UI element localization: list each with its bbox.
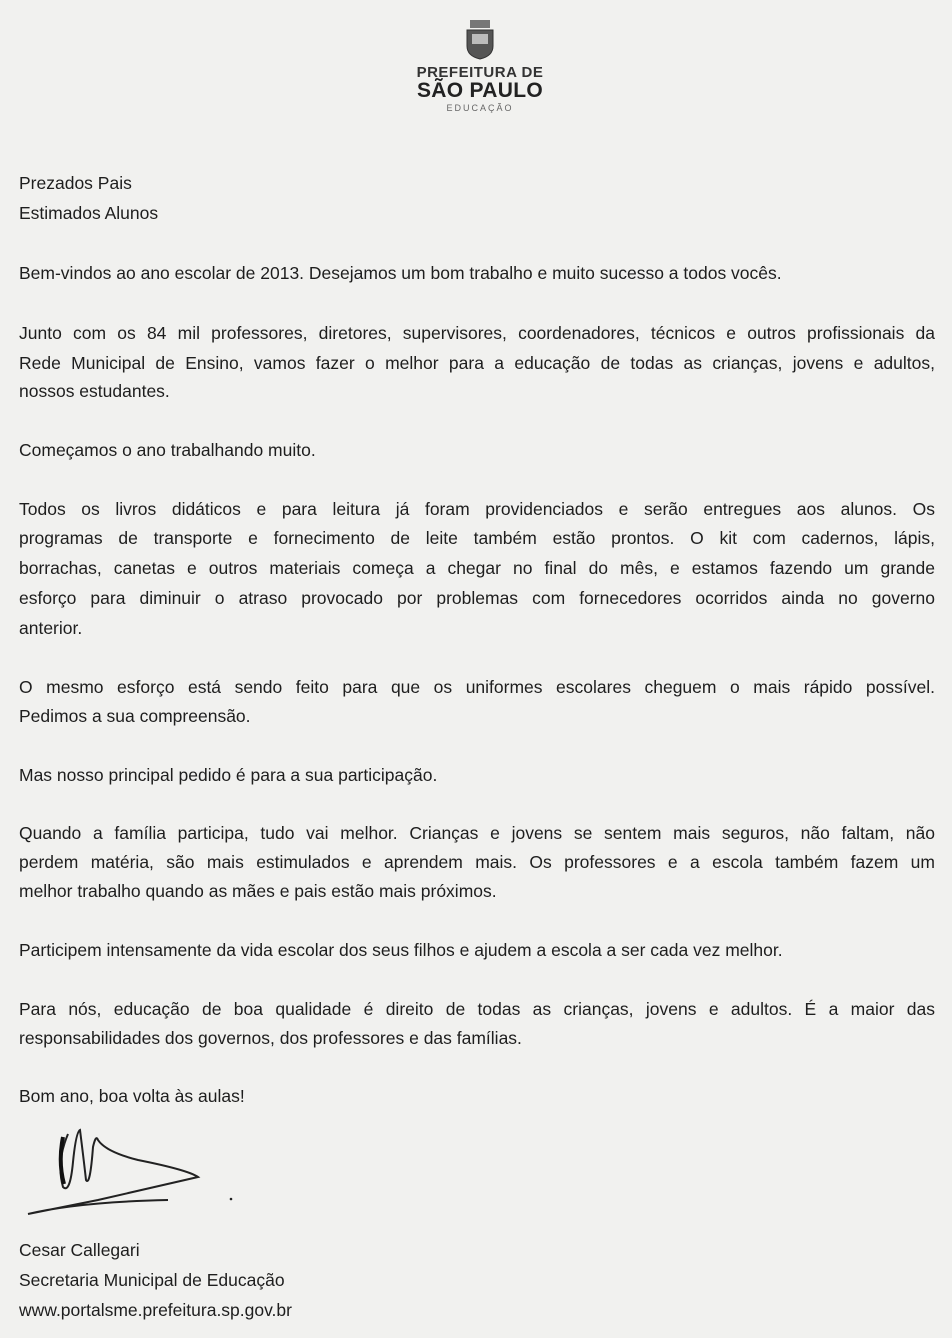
paragraph-line: anterior. bbox=[19, 618, 83, 638]
paragraph-line: programas de transporte e fornecimento de leite também estão prontos. O kit com cadernos, lápis, bbox=[19, 528, 935, 548]
website-link[interactable]: www.portalsme.prefeitura.sp.gov.br bbox=[19, 1300, 292, 1320]
paragraph-line: esforço para diminuir o atraso provocado por problemas com fornecedores ocorridos ainda no governo bbox=[19, 588, 935, 608]
paragraph-line: nossos estudantes. bbox=[19, 381, 170, 401]
handwritten-signature bbox=[18, 1122, 248, 1222]
paragraph-line: Todos os livros didáticos e para leitura já foram providenciados e serão entregues aos alunos. Os bbox=[19, 499, 935, 519]
paragraph-line: Pedimos a sua compreensão. bbox=[19, 706, 251, 726]
paragraph-line: Participem intensamente da vida escolar dos seus filhos e ajudem a escola a ser cada vez melhor. bbox=[19, 940, 783, 960]
paragraph-line: O mesmo esforço está sendo feito para que os uniformes escolares cheguem o mais rápido possível. bbox=[19, 677, 935, 697]
paragraph-line: Quando a família participa, tudo vai melhor. Crianças e jovens se sentem mais seguros, não faltam, não bbox=[19, 823, 935, 843]
paragraph-line: Junto com os 84 mil professores, diretores, supervisores, coordenadores, técnicos e outros profissionais da bbox=[19, 323, 935, 343]
logo-line-1: PREFEITURA DE bbox=[416, 64, 544, 81]
paragraph-line: perdem matéria, são mais estimulados e aprendem mais. Os professores e a escola também fazem um bbox=[19, 852, 935, 872]
paragraph-line: Rede Municipal de Ensino, vamos fazer o melhor para a educação de todas as crianças, jovens e adultos, bbox=[19, 353, 935, 373]
closing-line: Bom ano, boa volta às aulas! bbox=[19, 1086, 245, 1106]
logo-line-3: EDUCAÇÃO bbox=[446, 103, 514, 113]
signer-title: Secretaria Municipal de Educação bbox=[19, 1270, 285, 1290]
salutation-students: Estimados Alunos bbox=[19, 203, 159, 223]
paragraph-line: Mas nosso principal pedido é para a sua participação. bbox=[19, 765, 438, 785]
paragraph-welcome: Bem-vindos ao ano escolar de 2013. Desejamos um bom trabalho e muito sucesso a todos vocês. bbox=[19, 263, 782, 283]
prefeitura-logo bbox=[400, 18, 560, 113]
paragraph-line: Para nós, educação de boa qualidade é direito de todas as crianças, jovens e adultos. É a maior das bbox=[19, 999, 935, 1019]
paragraph-line: Começamos o ano trabalhando muito. bbox=[19, 440, 316, 460]
signer-name: Cesar Callegari bbox=[19, 1240, 140, 1260]
city-crest-icon bbox=[462, 18, 498, 60]
paragraph-line: borrachas, canetas e outros materiais começa a chegar no final do mês, e estamos fazendo um grande bbox=[19, 558, 935, 578]
paragraph-line: melhor trabalho quando as mães e pais estão mais próximos. bbox=[19, 881, 497, 901]
paragraph-line: responsabilidades dos governos, dos professores e das famílias. bbox=[19, 1028, 522, 1048]
logo-line-2: SÃO PAULO bbox=[417, 79, 543, 102]
salutation-parents: Prezados Pais bbox=[19, 173, 132, 193]
